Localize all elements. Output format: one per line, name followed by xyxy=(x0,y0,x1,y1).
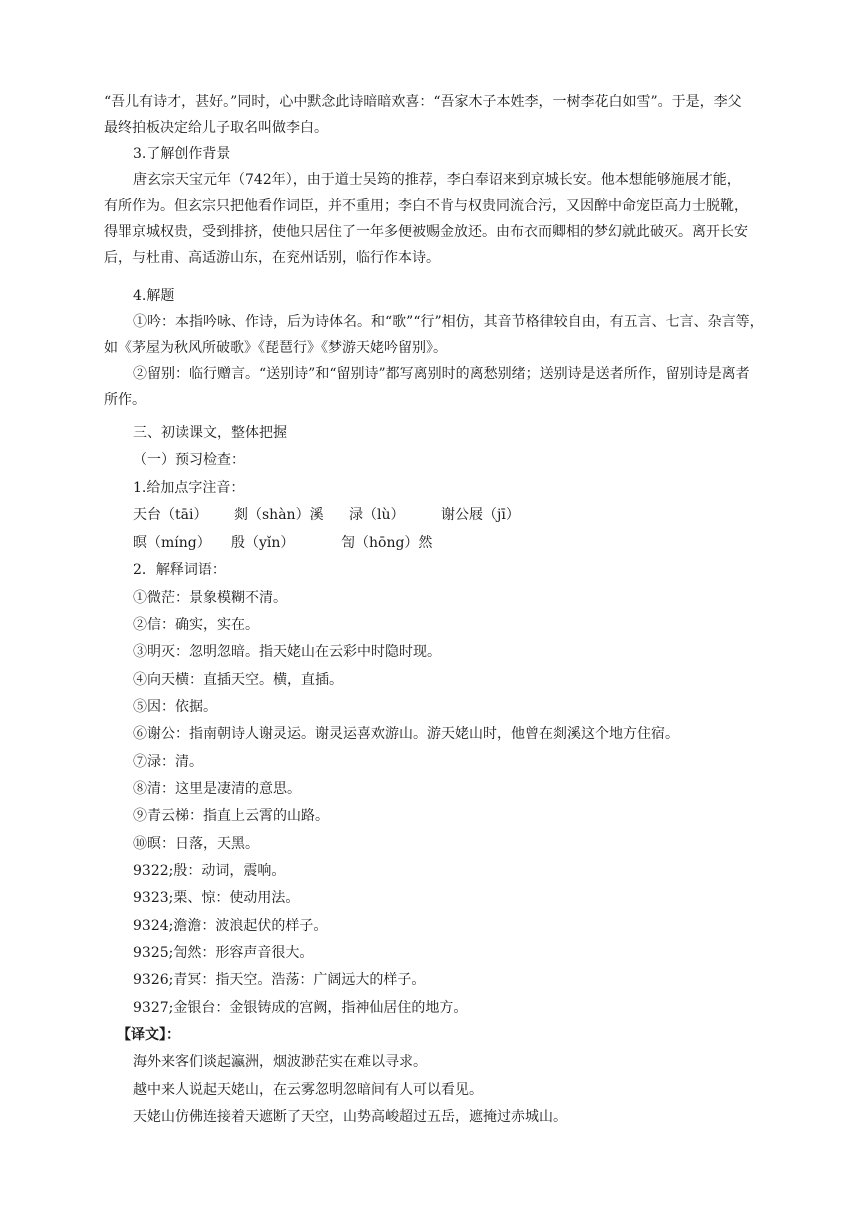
section3-heading: 3.了解创作背景 xyxy=(133,146,231,162)
vocab-item: ⑩暝：日落，天黑。 xyxy=(133,836,259,852)
vocab-item: ②信：确实，实在。 xyxy=(133,617,259,633)
translation-line: 越中来人说起天姥山，在云雾忽明忽暗间有人可以看见。 xyxy=(133,1082,483,1098)
vocab-item: 9324;澹澹：波浪起伏的样子。 xyxy=(133,918,328,934)
pinyin-item: 暝（míng） xyxy=(133,535,211,551)
section4-yin-line: 如《茅屋为秋风所破歌》《琵琶行》《梦游天姥吟留别》。 xyxy=(104,340,447,356)
vocab-item: ⑦渌：清。 xyxy=(133,754,203,770)
vocab-heading: 2．解释词语： xyxy=(133,562,226,578)
pinyin-item: 谢公屐（jī） xyxy=(441,507,520,523)
section4-liubie-line: 所作。 xyxy=(104,392,146,408)
vocab-item: 9326;青冥：指天空。浩荡：广阔远大的样子。 xyxy=(133,972,426,988)
vocab-item: ⑧清：这里是凄清的意思。 xyxy=(133,781,301,797)
section3-para-line: 有所作为。但玄宗只把他看作词臣，并不重用；李白不肯与权贵同流合污，又因醉中命宠臣高力士脱靴， xyxy=(104,198,748,214)
part3-subheading: （一）预习检查： xyxy=(133,452,245,468)
intro-line-1: “吾儿有诗才，甚好。”同时，心中默念此诗暗暗欢喜：“吾家木子本姓李，一树李花白如雪”。于是，李父 xyxy=(104,94,742,110)
translation-line: 海外来客们谈起瀛洲，烟波渺茫实在难以寻求。 xyxy=(133,1054,427,1070)
vocab-item: 9325;訇然：形容声音很大。 xyxy=(133,945,314,961)
translation-line: 天姥山仿佛连接着天遮断了天空，山势高峻超过五岳，遮掩过赤城山。 xyxy=(133,1109,567,1125)
pinyin-item: 殷（yǐn） xyxy=(231,535,295,551)
vocab-item: ⑥谢公：指南朝诗人谢灵运。谢灵运喜欢游山。游天姥山时，他曾在剡溪这个地方住宿。 xyxy=(133,726,679,742)
pinyin-item: 天台（tāi） xyxy=(133,507,208,523)
part3-heading: 三、初读课文，整体把握 xyxy=(133,425,287,441)
vocab-item: ⑤因：依据。 xyxy=(133,699,217,715)
intro-line-2: 最终拍板决定给儿子取名叫做李白。 xyxy=(104,120,328,136)
pinyin-item: 渌（lù） xyxy=(349,507,405,523)
vocab-item: 9323;栗、惊：使动用法。 xyxy=(133,890,300,906)
vocab-item: ⑨青云梯：指直上云霄的山路。 xyxy=(133,808,329,824)
section4-heading: 4.解题 xyxy=(133,288,175,304)
pinyin-heading: 1.给加点字注音： xyxy=(133,480,245,496)
pinyin-item: 訇（hōng）然 xyxy=(341,535,433,551)
vocab-item: 9322;殷：动词，震响。 xyxy=(133,863,286,879)
vocab-item: 9327;金银台：金银铸成的宫阙，指神仙居住的地方。 xyxy=(133,1000,468,1016)
section3-para-line: 得罪京城权贵，受到排挤，使他只居住了一年多便被赐金放还。由布衣而卿相的梦幻就此破灭。离开长安 xyxy=(104,224,748,240)
vocab-item: ①微茫：景象模糊不清。 xyxy=(133,590,287,606)
section4-liubie-line: ②留别：临行赠言。“送别诗”和“留别诗”都写离别时的离愁别绪；送别诗是送者所作，留别诗是离者 xyxy=(133,366,750,382)
pinyin-item: 剡（shàn）溪 xyxy=(234,507,324,523)
section3-para-line: 唐玄宗天宝元年（742年），由于道士吴筠的推荐，李白奉诏来到京城长安。他本想能够施展才能， xyxy=(133,172,741,188)
translation-heading: 【译文】： xyxy=(117,1027,180,1043)
vocab-item: ③明灭：忽明忽暗。指天姥山在云彩中时隐时现。 xyxy=(133,644,441,660)
section3-para-line: 后，与杜甫、高适游山东，在兖州话别，临行作本诗。 xyxy=(104,250,440,266)
section4-yin-line: ①吟：本指吟咏、作诗，后为诗体名。和“歌”“行”相仿，其音节格律较自由，有五言、七言、杂言等， xyxy=(133,314,764,330)
vocab-item: ④向天横：直插天空。横，直插。 xyxy=(133,672,343,688)
